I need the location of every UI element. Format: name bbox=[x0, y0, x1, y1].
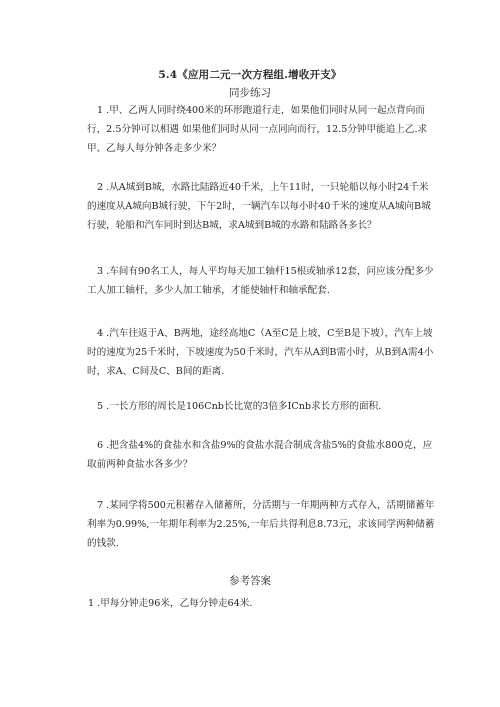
answers-title: 参考答案 bbox=[229, 575, 271, 587]
question-6: 6 .把含盐4%的食盐水和含盐9%的食盐水混合制成含盐5%的食盐水800克，应取前两种食盐水各多少？ bbox=[87, 440, 433, 470]
answer-item: 1 .甲每分钟走96米，乙每分钟走64米. bbox=[88, 598, 253, 609]
question-7: 7 .某同学将500元积蓄存入储蓄所，分活期与一年期两种方式存入，活期储蓄年利率为0.99%,一年期年利率为2.25%,一年后共得利息8.73元，求该同学两种储蓄的钱款. bbox=[87, 500, 435, 549]
question-4: 4 .汽车往返于A、B两地，途经高地C（A至C是上坡，C至B是下坡），汽车上坡时的速度为25千米时，下坡速度为50千米时，汽车从A到B需小时，从B到A需4小时，求A、C间及C、B间的距离. bbox=[87, 328, 434, 377]
document-title: 5.4《应用二元一次方程组.增收开支》 bbox=[158, 69, 342, 81]
question-1: 1 .甲、乙两人同时绕400米的环形跑道行走，如果他们同时从同一起点背向而行，2.5分钟可以相遇 如果他们同时从同一点同向而行，12.5分钟甲能追上乙.求甲、乙每人每分钟各走多少米？ bbox=[87, 105, 428, 154]
question-5: 5 .一长方形的周长是106Cnb长比宽的3倍多ICnb求长方形的面积. bbox=[97, 401, 382, 412]
question-3: 3 .车间有90名工人，每人平均每天加工轴杆15根或轴承12套，问应该分配多少工人加工轴杆，多少人加工轴承，才能使轴杆和轴承配套. bbox=[87, 266, 434, 296]
document-subtitle: 同步练习 bbox=[229, 87, 271, 99]
question-2: 2 .从A城到B城，水路比陆路近40千米，上午11时，一只轮船以每小时24千米的速度从A城向B城行驶，下午2时，一辆汽车以每小时40千米的速度从A城向B城行驶，轮船和汽车同时到达B城，求A城到B城的水路和陆路各多长？ bbox=[87, 182, 431, 231]
